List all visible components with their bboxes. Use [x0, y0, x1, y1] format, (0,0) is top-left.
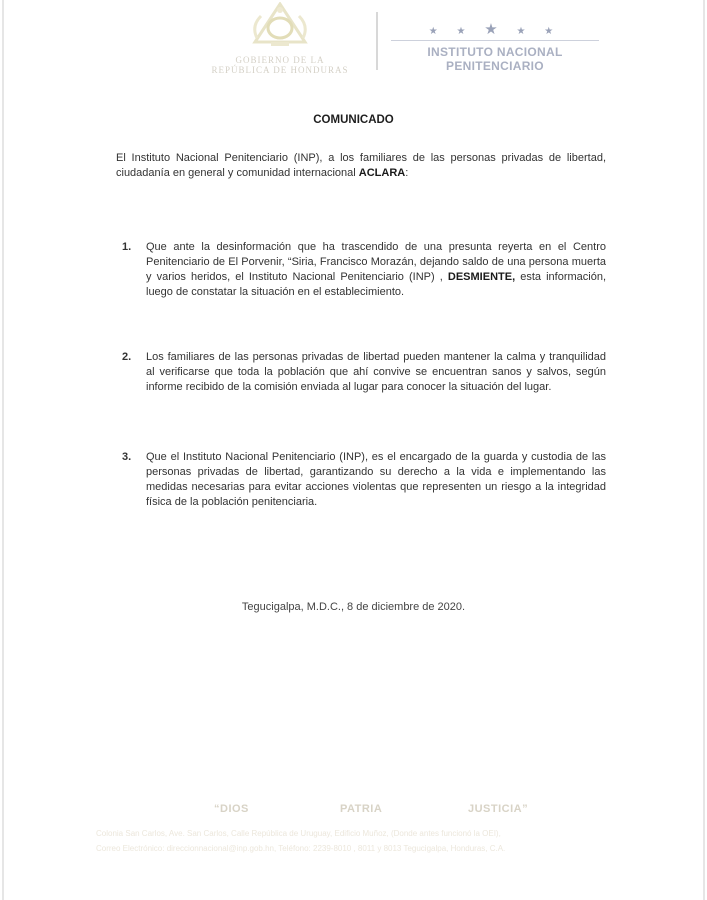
item-text: Los familiares de las personas privadas de libertad pueden mantener la calma y tranquilidad al verificarse que toda la población que ahí convive se encuentran sanos y salvos, según informe recibido de la comisión enviada al lugar para conocer la situación del lugar.	[146, 351, 606, 393]
intro-bold-aclara: ACLARA	[358, 167, 406, 179]
item-text: Que el Instituto Nacional Penitenciario (INP), es el encargado de la guarda y custodia de las personas privadas de libertad, garantizando su derecho a la vida e implementando las medidas necesarias para evitar acciones violentas que representen un riesgo a la integridad física de la población penitenciaria.	[146, 451, 606, 508]
list-item-1	[122, 240, 607, 300]
intro-end: :	[405, 167, 409, 179]
address-line-2: Correo Electrónico: direccionnacional@inp.gob.hn, Teléfono: 2239-8010 , 8011 y 8013 Tegucigalpa, Honduras, C.A.	[96, 844, 506, 853]
date-line: Tegucigalpa, M.D.C., 8 de diciembre de 2020.	[241, 601, 466, 613]
government-name-line-2: REPÚBLICA DE HONDURAS	[211, 65, 349, 75]
government-name	[190, 55, 370, 75]
address-line-1: Colonia San Carlos, Ave. San Carlos, Calle República de Uruguay, Edificio Muñoz, (Donde antes funcionó la OEI),	[96, 829, 501, 838]
item-text: Que ante la desinformación que ha trascendido de una presunta reyerta en el Centro Penitenciario de El Porvenir, “Siria, Francisco Morazán, dejando saldo de una persona muerta y varios heridos, el Instituto Nacional Penitenciario (INP) ,	[146, 241, 606, 283]
government-logo	[190, 2, 370, 77]
item-bold-desmiente: DESMIENTE,	[447, 271, 516, 283]
item-text-after: esta información, luego de constatar la situación en el establecimiento.	[146, 271, 607, 298]
honduras-coat-of-arms-icon	[249, 2, 311, 48]
intro-text: El Instituto Nacional Penitenciario (INP), a los familiares de las personas privadas de libertad, ciudadanía en general y comunidad internacional	[116, 152, 606, 179]
institute-name-line-2: PENITENCIARIO	[446, 59, 544, 73]
stars-icon: ★ ★ ★ ★ ★	[428, 21, 562, 38]
list-item-2	[122, 350, 606, 395]
page-edge-left	[2, 0, 4, 900]
footer-address	[96, 826, 636, 856]
motto-justicia: JUSTICIA”	[468, 803, 529, 815]
header-divider	[376, 12, 378, 70]
page-edge-right	[703, 0, 705, 900]
institute-name	[385, 45, 605, 73]
inp-logo	[385, 8, 605, 78]
item-number: 1.	[122, 241, 132, 253]
item-number: 2.	[122, 351, 132, 363]
logo-rule	[391, 40, 599, 41]
motto-dios: “DIOS	[214, 803, 249, 815]
document-title: COMUNICADO	[313, 114, 394, 126]
item-number: 3.	[122, 451, 132, 463]
list-item-3	[122, 450, 606, 510]
institute-name-line-1: INSTITUTO NACIONAL	[427, 45, 563, 59]
government-name-line-1: GOBIERNO DE LA	[235, 55, 325, 65]
motto-patria: PATRIA	[340, 803, 383, 815]
intro-paragraph	[116, 151, 606, 181]
